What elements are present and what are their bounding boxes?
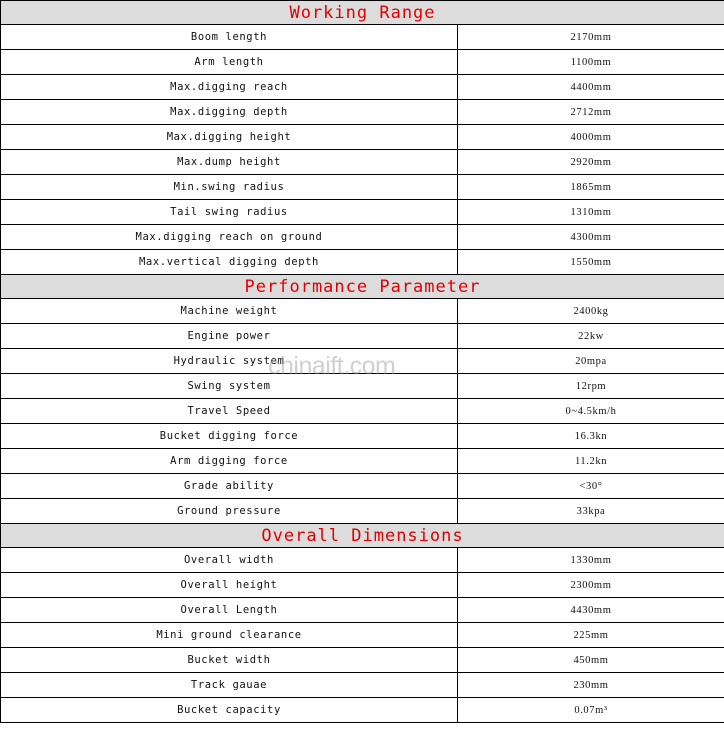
spec-row xyxy=(1,125,724,150)
spec-row xyxy=(1,75,724,100)
spec-row xyxy=(1,349,724,374)
spec-label: Track gauae xyxy=(1,673,458,698)
spec-value: 22kw xyxy=(458,324,724,349)
spec-value: 4400mm xyxy=(458,75,724,100)
spec-label: Machine weight xyxy=(1,299,458,324)
spec-row xyxy=(1,25,724,50)
spec-value: 2170mm xyxy=(458,25,724,50)
watermark: chinaift.com xyxy=(268,352,396,380)
spec-value: 11.2kn xyxy=(458,449,724,474)
spec-label: Overall width xyxy=(1,548,458,573)
spec-label: Overall height xyxy=(1,573,458,598)
section-title: Working Range xyxy=(289,2,436,23)
spec-label: Max.digging height xyxy=(1,125,458,150)
spec-row xyxy=(1,424,724,449)
spec-label: Max.digging reach on ground xyxy=(1,225,458,250)
spec-label: Boom length xyxy=(1,25,458,50)
spec-value: 16.3kn xyxy=(458,424,724,449)
spec-row xyxy=(1,374,724,399)
spec-row xyxy=(1,499,724,524)
section-title: Overall Dimensions xyxy=(261,525,464,546)
spec-row xyxy=(1,474,724,499)
spec-label: Bucket capacity xyxy=(1,698,458,723)
spec-value: 1330mm xyxy=(458,548,724,573)
spec-row xyxy=(1,399,724,424)
spec-label: Arm digging force xyxy=(1,449,458,474)
spec-value: 1310mm xyxy=(458,200,724,225)
section-header-performance-parameter xyxy=(1,275,724,299)
spec-label: Ground pressure xyxy=(1,499,458,524)
spec-label: Arm length xyxy=(1,50,458,75)
spec-row xyxy=(1,299,724,324)
spec-value: 1550mm xyxy=(458,250,724,275)
section-header-working-range xyxy=(1,1,724,25)
spec-row xyxy=(1,623,724,648)
spec-value: 225mm xyxy=(458,623,724,648)
spec-label: Grade ability xyxy=(1,474,458,499)
spec-label: Bucket digging force xyxy=(1,424,458,449)
spec-value: 230mm xyxy=(458,673,724,698)
spec-table-body xyxy=(1,1,724,723)
spec-row xyxy=(1,598,724,623)
spec-row xyxy=(1,225,724,250)
spec-row xyxy=(1,548,724,573)
spec-label: Tail swing radius xyxy=(1,200,458,225)
spec-label: Overall Length xyxy=(1,598,458,623)
spec-value: 4430mm xyxy=(458,598,724,623)
spec-value: 2920mm xyxy=(458,150,724,175)
spec-row xyxy=(1,200,724,225)
spec-label: Engine power xyxy=(1,324,458,349)
spec-value: 0~4.5km/h xyxy=(458,399,724,424)
spec-row xyxy=(1,449,724,474)
spec-label: Bucket width xyxy=(1,648,458,673)
spec-label: Swing system xyxy=(1,374,458,399)
spec-value: 2400kg xyxy=(458,299,724,324)
spec-label: Max.digging depth xyxy=(1,100,458,125)
spec-label: Min.swing radius xyxy=(1,175,458,200)
spec-row xyxy=(1,573,724,598)
spec-value: 1865mm xyxy=(458,175,724,200)
spec-label: Travel Speed xyxy=(1,399,458,424)
spec-value: 2300mm xyxy=(458,573,724,598)
section-header-overall-dimensions xyxy=(1,524,724,548)
spec-value: 2712mm xyxy=(458,100,724,125)
spec-row xyxy=(1,250,724,275)
spec-row xyxy=(1,100,724,125)
spec-row xyxy=(1,150,724,175)
spec-value: 450mm xyxy=(458,648,724,673)
spec-value: 20mpa xyxy=(458,349,724,374)
spec-value: 0.07m³ xyxy=(458,698,724,723)
spec-value: 4000mm xyxy=(458,125,724,150)
spec-value: 33kpa xyxy=(458,499,724,524)
spec-label: Max.digging reach xyxy=(1,75,458,100)
spec-label: Max.dump height xyxy=(1,150,458,175)
spec-value: 12rpm xyxy=(458,374,724,399)
spec-value: 4300mm xyxy=(458,225,724,250)
spec-label: Hydraulic system xyxy=(1,349,458,374)
section-title: Performance Parameter xyxy=(244,276,481,297)
spec-row xyxy=(1,50,724,75)
spec-label: Mini ground clearance xyxy=(1,623,458,648)
spec-row xyxy=(1,175,724,200)
spec-value: <30° xyxy=(458,474,724,499)
spec-row xyxy=(1,673,724,698)
spec-row xyxy=(1,648,724,673)
spec-row xyxy=(1,324,724,349)
spec-row xyxy=(1,698,724,723)
spec-value: 1100mm xyxy=(458,50,724,75)
spec-label: Max.vertical digging depth xyxy=(1,250,458,275)
